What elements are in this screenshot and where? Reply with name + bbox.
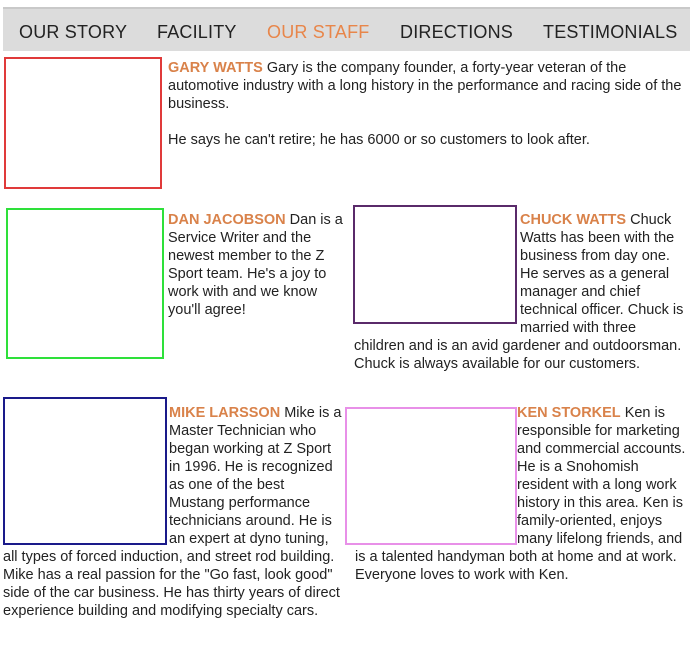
nav-testimonials[interactable]: TESTIMONIALS xyxy=(543,22,678,42)
staff-name-mike-larsson: MIKE LARSSON xyxy=(169,405,281,421)
staff-bio-chuck-watts: CHUCK WATTS Chuck Watts has been with the business from day one. He serves as a general manager and chief technical officer. Chuck is married with three children and is an avid gardener and outdoorsman. Chuck is always available for our customers. xyxy=(354,212,684,372)
staff-name-gary-watts: GARY WATTS xyxy=(168,60,263,76)
staff-card-mike-larsson xyxy=(3,404,343,620)
staff-bio-ken-storkel: KEN STORKEL Ken is responsible for marketing and commercial accounts. He is a Snohomish resident with a long work history in this area. Ken is family-oriented, enjoys many lifelong friends, and is a talented handyman both at home and at work. Everyone loves to work with Ken. xyxy=(355,405,686,583)
staff-card-chuck-watts xyxy=(354,211,690,373)
staff-card-ken-storkel xyxy=(355,404,693,584)
staff-bio-mike-larsson: MIKE LARSSON Mike is a Master Technician who began working at Z Sport in 1996. He is recognized as one of the best Mustang performance technicians around. He is an expert at dyno tuning, all types of forced induction, and street rod building. Mike has a real passion for the "Go fast, look good" side of the car business. He has thirty years of direct experience building and modifying specialty cars. xyxy=(3,405,342,619)
staff-photo-ken-storkel xyxy=(345,407,517,545)
nav-directions[interactable]: DIRECTIONS xyxy=(400,22,514,42)
staff-name-dan-jacobson: DAN JACOBSON xyxy=(168,212,286,228)
staff-photo-chuck-watts xyxy=(353,205,517,324)
staff-photo-dan-jacobson xyxy=(6,208,164,359)
main-nav xyxy=(3,7,690,51)
staff-bio-gary-watts: GARY WATTS Gary is the company founder, a forty-year veteran of the automotive industry with a long history in the performance and racing side of the business. xyxy=(168,60,682,112)
staff-name-chuck-watts: CHUCK WATTS xyxy=(520,212,627,228)
nav-facility[interactable]: FACILITY xyxy=(157,22,237,42)
staff-bio-dan-jacobson: DAN JACOBSON Dan is a Service Writer and the newest member to the Z Sport team. He's a joy to work with and we know you'll agree! xyxy=(168,212,343,318)
nav-our-story[interactable]: OUR STORY xyxy=(19,22,128,42)
staff-card-dan-jacobson xyxy=(6,211,344,363)
staff-card-gary-watts xyxy=(4,59,692,193)
staff-bio2-gary-watts: He says he can't retire; he has 6000 or so customers to look after. xyxy=(168,132,590,148)
staff-name-ken-storkel: KEN STORKEL xyxy=(517,405,621,421)
staff-photo-gary-watts xyxy=(4,57,162,189)
nav-our-staff[interactable]: OUR STAFF xyxy=(267,22,370,42)
staff-photo-mike-larsson xyxy=(3,397,167,545)
